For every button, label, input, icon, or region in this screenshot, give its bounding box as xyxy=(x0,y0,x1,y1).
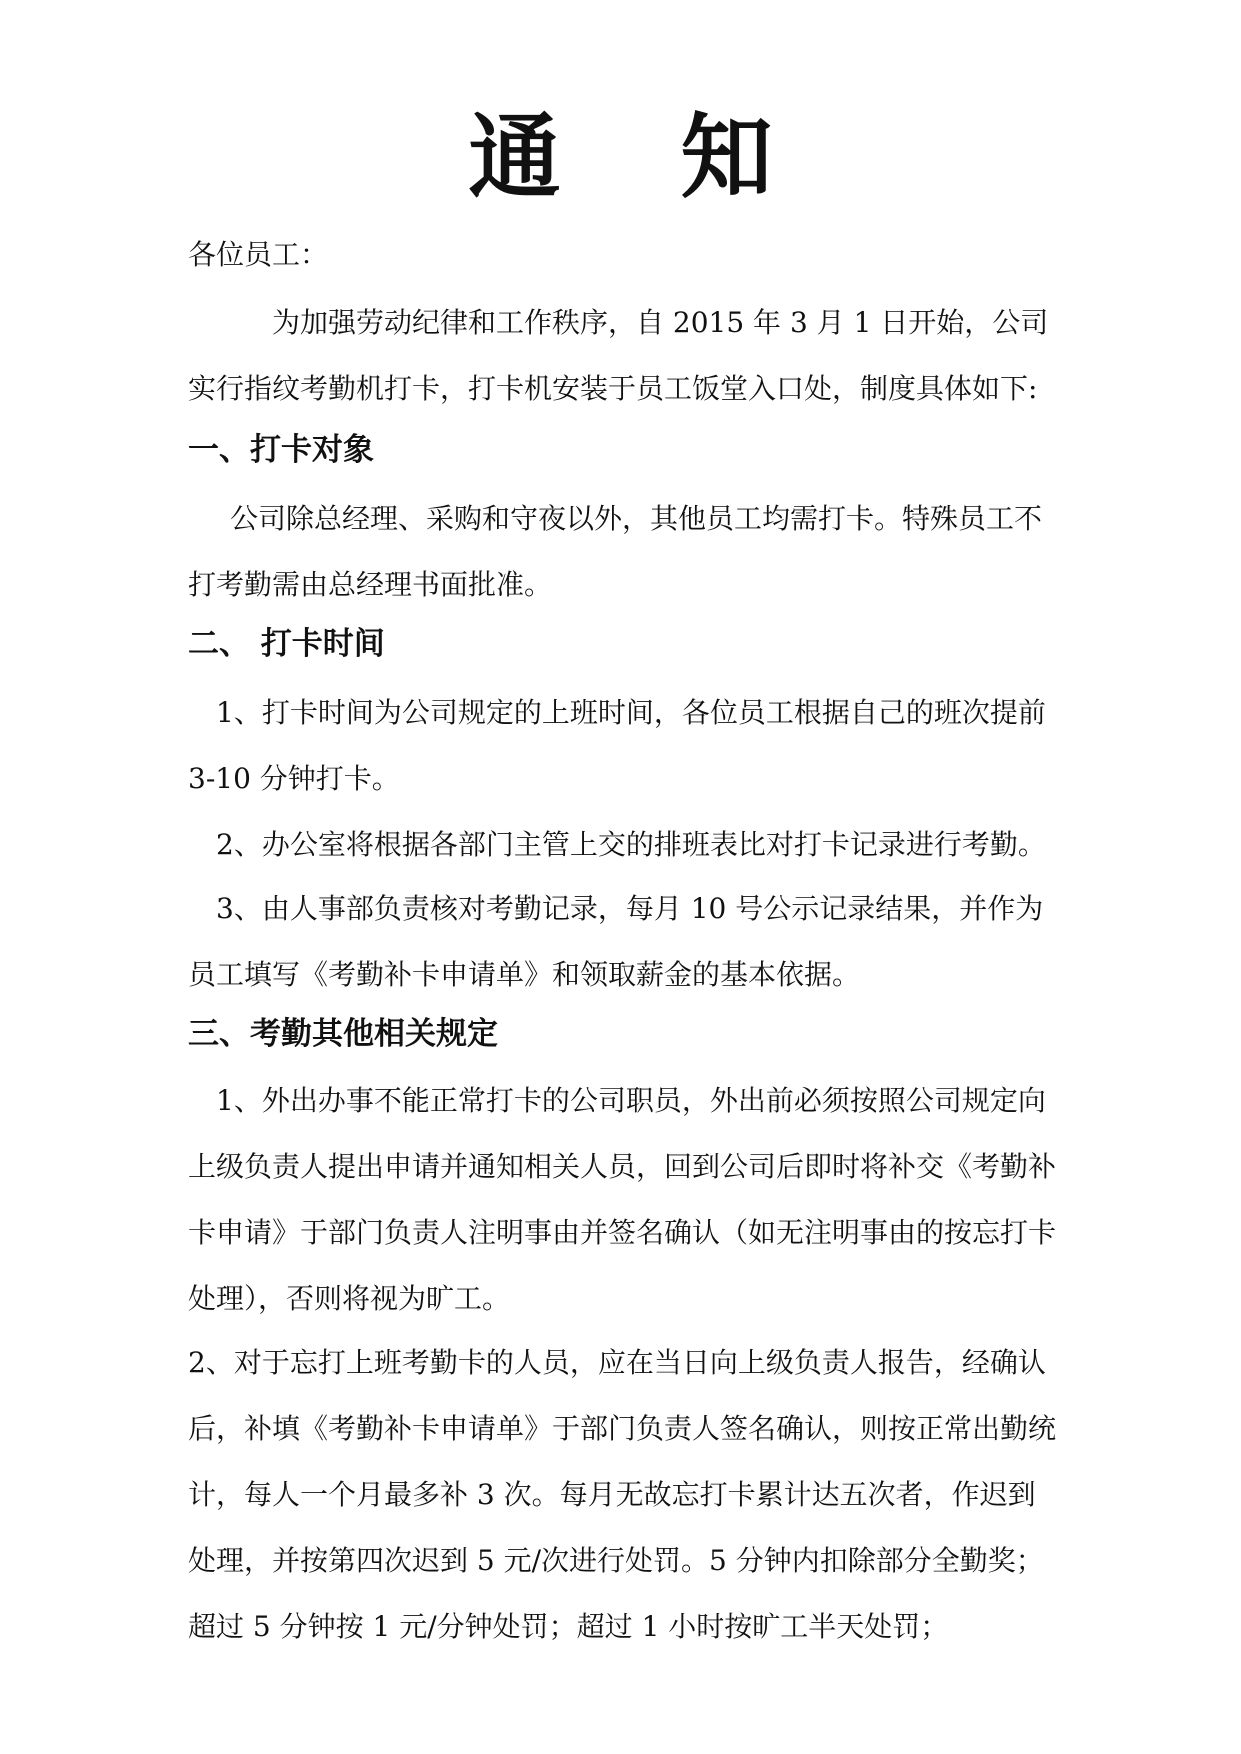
section-3-paragraph-2: 2、对于忘打上班考勤卡的人员，应在当日向上级负责人报告，经确认后，补填《考勤补卡申请单》于部门负责人签名确认，则按正常出勤统计，每人一个月最多补 3 次。每月无故忘打卡累计达五次者，作迟到处理，并按第四次迟到 5 元/次进行处罚。5 分钟内扣除部分全勤奖；超过 5 分钟按 1 元/分钟处罚；超过 1 小时按旷工半天处罚； xyxy=(188,1346,1057,1643)
intro-paragraph: 为加强劳动纪律和工作秩序，自 2015 年 3 月 1 日开始，公司实行指纹考勤机打卡，打卡机安装于员工饭堂入口处，制度具体如下: xyxy=(188,306,1049,405)
section-2-paragraph-1: 1、打卡时间为公司规定的上班时间，各位员工根据自己的班次提前 3-10 分钟打卡。 xyxy=(188,696,1046,795)
section-2-paragraph-3: 3、由人事部负责核对考勤记录，每月 10 号公示记录结果，并作为员工填写《考勤补卡申请单》和领取薪金的基本依据。 xyxy=(188,892,1044,991)
section-3-paragraph-1: 1、外出办事不能正常打卡的公司职员，外出前必须按照公司规定向上级负责人提出申请并通知相关人员，回到公司后即时将补交《考勤补卡申请》于部门负责人注明事由并签名确认（如无注明事由的按忘打卡处理），否则将视为旷工。 xyxy=(188,1084,1057,1315)
section-1-paragraph-1: 公司除总经理、采购和守夜以外，其他员工均需打卡。特殊员工不打考勤需由总经理书面批准。 xyxy=(188,502,1043,601)
section-heading-other-rules: 三、考勤其他相关规定 xyxy=(188,1016,498,1052)
section-heading-punch-targets: 一、打卡对象 xyxy=(188,432,374,468)
document-title: 通 知 xyxy=(468,104,817,211)
section-heading-punch-time: 二、 打卡时间 xyxy=(188,626,385,662)
greeting: 各位员工： xyxy=(188,238,329,271)
section-2-paragraph-2: 2、办公室将根据各部门主管上交的排班表比对打卡记录进行考勤。 xyxy=(216,828,1046,861)
